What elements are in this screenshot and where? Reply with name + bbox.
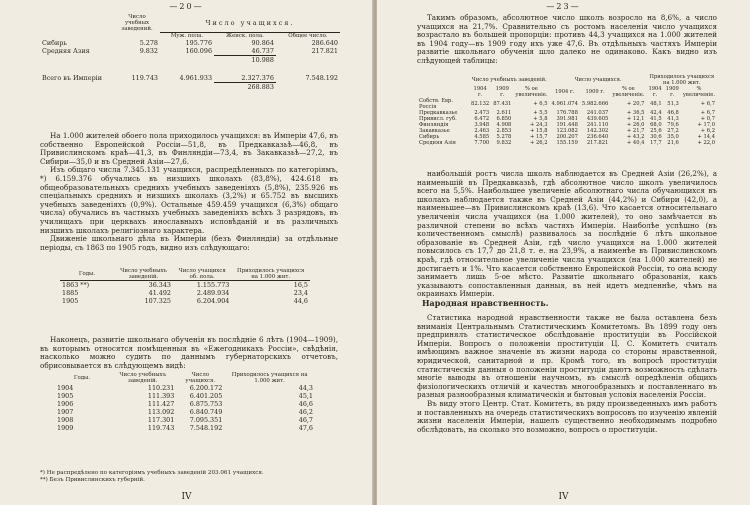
page-number: —20— — [169, 2, 204, 11]
row-label: Сибирь — [419, 134, 440, 140]
cell: 7.095.351 — [189, 416, 223, 424]
cell: 35,0 — [667, 134, 679, 140]
table-regional-growth — [417, 74, 717, 146]
table-row — [55, 392, 315, 400]
cell: + 5,8 — [533, 116, 548, 122]
cell: 4.961.933 — [179, 73, 213, 82]
paragraph: Изъ общаго числа 7.345.131 учащихся, распредѣленныхъ по категоріямъ, *) 6.159.376 обучались въ низшихъ школахъ (83,8%), 424.618 въ общеобразовательныхъ среднихъ учебныхъ заведеніяхъ (5,8%), 235.926 въ спеціальныхъ среднихъ и низшихъ школахъ (3,2%) и 65.752 въ высшихъ учебныхъ заведеніяхъ (0,9%). Остальные 459.459 учащихся (6,3%) общаго числа) обучались въ частныхъ учебныхъ заведеніяхъ всѣхъ 3 разрядовъ, въ училищахъ при церквахъ инославныхъ исповѣданій и въ различныхъ низшихъ школахъ религіознаго характера. — [40, 165, 338, 235]
cell: 2.463 — [474, 128, 490, 134]
cell: + 6,7 — [700, 101, 715, 107]
row-label: Средняя Азия — [42, 46, 90, 55]
cell: 82.132 — [471, 101, 490, 107]
row-label: Средняя Азія — [419, 140, 456, 146]
cell: 41.492 — [148, 289, 171, 297]
cell: 200.207 — [556, 134, 578, 140]
cell: 36.343 — [148, 281, 171, 289]
cell: 17,7 — [650, 140, 662, 146]
cell: 2.853 — [496, 128, 512, 134]
cell: 236.640 — [586, 134, 609, 140]
cell: 1.155.773 — [196, 281, 230, 289]
row-label: Всего въ Имперіи — [42, 73, 102, 82]
cell: 46,2 — [298, 408, 313, 416]
cell: 6.840.749 — [189, 408, 223, 416]
cell: 391.981 — [556, 116, 578, 122]
cell: 4.908 — [496, 122, 512, 128]
col-header: 1904 г. — [555, 89, 575, 95]
cell: 107.325 — [144, 297, 171, 305]
right-page — [377, 0, 750, 505]
cell: + 6,2 — [700, 128, 715, 134]
cell: 7.700 — [474, 140, 490, 146]
cell: 6.875.753 — [189, 400, 223, 408]
signature-mark: IV — [558, 492, 569, 502]
row-label: Сибирь — [42, 38, 67, 47]
row-label: Закавказье — [419, 128, 450, 134]
col-header: Женск. пола. — [214, 32, 276, 39]
section-heading: Народная нравственность. — [422, 298, 549, 308]
paragraph-block — [417, 14, 717, 66]
cell: 5.982.666 — [581, 101, 609, 107]
signature-mark: IV — [181, 492, 192, 502]
cell: + 12,1 — [626, 116, 645, 122]
cell: 6.401.205 — [189, 392, 223, 400]
cell: + 21,7 — [626, 128, 645, 134]
col-header: Число учащихся. — [185, 372, 216, 384]
subtotal: 10.988 — [214, 55, 276, 64]
paragraph: Наконецъ, развитіе школьнаго обученія въ послѣдніе 6 лѣтъ (1904—1909), въ которымъ относятся помѣщенныя въ «Ежегодникахъ Россіи», свѣдѣнія, насколько можно судить по даннымъ губернаторскихъ отчетовъ, обрисовывается въ слѣдующемъ видѣ: — [40, 335, 338, 370]
cell: 117.301 — [147, 416, 175, 424]
col-header: Приходилось учащихся на 1.000 жит. — [649, 74, 715, 86]
col-header: Годы. — [73, 375, 91, 381]
paragraph: Статистика народной нравственности также не была оставлена безъ вниманія Центральнымъ Статистическимъ Комитетомъ. Въ 1899 году онъ предпринялъ статистическое обслѣдованіе проституціи въ Россійской Имперіи. Вопросъ о положеніи проституціи Ц. С. Комитетъ считалъ имѣющимъ важное значеніе въ жизни народа со стороны нравственной, юридической, санитарной и пр. Кромѣ того, въ вопросѣ проституціи статистическія данныя о положеніи проституціи даютъ возможность сдѣлать многіе выводы въ отношеніи научномъ, въ смыслѣ опредѣленія общихъ физіологическихъ отличій и качествъ многообразныхъ и поставленнаго въ разныя разнообразныя климатическія и бытовыя условія населенія Россіи. — [417, 313, 717, 400]
col-header: Число учебныхъ заведеній. — [471, 77, 547, 83]
footnotes — [40, 470, 264, 483]
cell: 21,6 — [667, 140, 679, 146]
cell: 439.605 — [586, 116, 609, 122]
cell: 6.204.904 — [196, 297, 230, 305]
table-row — [40, 39, 340, 47]
cell: + 40,4 — [626, 140, 645, 146]
table-row — [55, 400, 315, 408]
paragraph-block — [40, 336, 338, 370]
cell: 48,1 — [650, 101, 662, 107]
cell: 195.776 — [185, 38, 213, 47]
col-header: Общее число. — [276, 32, 340, 39]
cell: 241.110 — [586, 122, 609, 128]
footnote: *) Не распредѣлено по категоріямъ учебныхъ заведеній 203.061 учащихся. — [40, 470, 264, 476]
cell: 110.231 — [147, 384, 175, 392]
cell: 160.096 — [185, 46, 213, 55]
cell: 1904 — [57, 384, 74, 392]
cell: + 15,7 — [529, 134, 548, 140]
col-header: % увеличеніе. — [682, 86, 715, 98]
col-header: Число учебныхъ заведеній. — [119, 372, 166, 384]
cell: 4.585 — [474, 134, 490, 140]
col-header: 1909 г. — [495, 86, 509, 98]
table-row — [60, 297, 310, 305]
cell: 6.200.172 — [189, 384, 223, 392]
cell: + 26,2 — [529, 140, 548, 146]
cell: 27,2 — [667, 128, 679, 134]
paragraph: Движеніе школьнаго дѣла въ Имперіи (безъ Финляндіи) за отдѣльные періоды, съ 1863 по 1905 годъ, видно изъ слѣдующаго: — [40, 234, 338, 252]
cell: 2.327.376 — [241, 73, 274, 82]
cell: 1907 — [57, 408, 74, 416]
col-header: 1909 г. — [585, 89, 605, 95]
cell: 217.821 — [586, 140, 609, 146]
table-years-2 — [55, 372, 315, 432]
col-header: Число учащихся об. пола. — [178, 268, 226, 280]
cell: 1863 **) — [62, 281, 90, 289]
table-row — [55, 384, 315, 392]
cell: 1909 — [57, 424, 74, 432]
paragraph: Въ виду этого Центр. Стат. Комитетъ, въ ряду произведенныхъ имъ работъ и поставленныхъ на очередь статистическихъ вопросовъ по изученію явленій жизни населенія Имперіи, нашелъ существенно необходимымъ подробно обслѣдовать, на сколько это возможно, вопросъ о проституціи. — [417, 398, 717, 434]
table-years-1 — [60, 268, 310, 305]
col-header: Число учащихся. — [205, 18, 295, 27]
cell: 2.611 — [496, 110, 512, 116]
cell: 90.864 — [251, 38, 274, 47]
cell: + 17,0 — [697, 122, 715, 128]
footnote: **) Безъ Привислинскихъ губерній. — [40, 476, 145, 483]
cell: 41,3 — [667, 116, 679, 122]
cell: 44,3 — [298, 384, 313, 392]
cell: 25,6 — [650, 128, 662, 134]
cell: 2.489.934 — [196, 289, 230, 297]
col-header: Приходилось учащихся на 1.000 жит. — [231, 372, 308, 384]
cell: 3.948 — [474, 122, 490, 128]
col-header: Годы. — [78, 271, 96, 277]
cell: + 22,0 — [697, 140, 715, 146]
cell: 46,7 — [298, 416, 313, 424]
cell: + 15,8 — [529, 128, 548, 134]
cell: 45,1 — [298, 392, 313, 400]
cell: + 0,7 — [700, 116, 715, 122]
table-row — [55, 424, 315, 432]
cell: 16,5 — [293, 281, 308, 289]
col-header: 1909 г. — [665, 86, 679, 98]
table-row — [60, 281, 310, 290]
col-header: % ое увеличеніе. — [612, 86, 645, 98]
cell: 46,8 — [667, 110, 679, 116]
cell: + 26,0 — [626, 122, 645, 128]
col-header: Приходилось учащихся на 1.000 жит. — [237, 268, 305, 280]
cell: 1906 — [57, 400, 74, 408]
cell: 68,0 — [650, 122, 662, 128]
cell: + 20,7 — [626, 101, 645, 107]
row-label: Финляндія — [419, 122, 449, 128]
cell: 1885 — [62, 289, 79, 297]
cell: 23,4 — [293, 289, 308, 297]
cell: 119.743 — [147, 424, 175, 432]
cell: 5.278 — [496, 134, 512, 140]
cell: 241.037 — [586, 110, 609, 116]
page-number: —23— — [546, 2, 581, 11]
cell: + 5,5 — [533, 110, 548, 116]
cell: + 36,5 — [626, 110, 645, 116]
cell: 1908 — [57, 416, 74, 424]
cell: 30,6 — [650, 134, 662, 140]
cell: 111.427 — [147, 400, 175, 408]
table-row — [417, 98, 717, 110]
col-header: 1904 г. — [648, 86, 662, 98]
col-header: Число учебных заведений. — [121, 14, 153, 32]
table-row — [55, 416, 315, 424]
table-row — [40, 74, 340, 83]
col-header: Число учебныхъ заведеній. — [120, 268, 167, 280]
cell: + 14,4 — [697, 134, 715, 140]
cell: 286.640 — [311, 38, 338, 47]
cell: 6.472 — [474, 116, 490, 122]
paragraph: наибольшій ростъ числа школъ наблюдается въ Средней Азіи (26,2%), а наименьшій въ Предкавказьѣ, гдѣ абсолютное число школъ увеличилось всего на 5,5%. Наибольшее увеличеніе абсолютнаго числа обучающихся въ школахъ наблюдается также въ Средней Азіи (44,2%) и Сибири (42,0), а наименьшее—въ Привислинскомъ краѣ (13,6). Что касается относительнаго увеличенія числа учащихся (на 1.000 жителей), то оно замѣчается въ различной степени во всѣхъ частяхъ Имперіи. Наиболѣе успѣшно (въ количественномъ смыслѣ) развивалось за послѣдніе 6 лѣтъ школьное образованіе въ Средней Азіи, гдѣ число учащихся на 1.000 жителей повысилось съ 17,7 до 21,8 т. е. на 23,9%, а наименѣе въ Привислинскомъ краѣ, гдѣ относительное увеличеніе числа учащихся (на 1.000 жителей) не достигаетъ и 1%. Что касается собственно Европейской Россіи, то она всюду занимаетъ лишь 5-ое мѣсто. Развитіе школьнаго образованія, какъ указываютъ сопоставленныя данныя, въ ней идетъ медленнѣе, чѣмъ на окраинахъ Имперіи. — [417, 169, 717, 299]
table-regions — [40, 14, 340, 91]
cell: 87.431 — [493, 101, 512, 107]
row-label: Привисл. губ. — [419, 116, 457, 122]
row-label: Предкавказье — [419, 110, 458, 116]
cell: + 6,7 — [700, 110, 715, 116]
paragraph-block — [40, 132, 338, 252]
paragraph-block — [417, 314, 717, 434]
cell: 176.788 — [556, 110, 578, 116]
cell: 9.832 — [496, 140, 512, 146]
col-header: 1904 г. — [473, 86, 487, 98]
cell: 1905 — [62, 297, 79, 305]
cell: 51,3 — [667, 101, 679, 107]
col-header: Число учащихся. — [574, 77, 622, 83]
cell: 142.302 — [586, 128, 609, 134]
cell: 79,6 — [667, 122, 679, 128]
subtotal: 268.883 — [214, 82, 276, 91]
cell: 7.548.192 — [305, 73, 338, 82]
cell: 123.082 — [556, 128, 578, 134]
cell: 1905 — [57, 392, 74, 400]
cell: 46,6 — [298, 400, 313, 408]
cell: 217.821 — [311, 46, 338, 55]
cell: 2.473 — [474, 110, 490, 116]
paragraph-block — [417, 170, 717, 299]
cell: 5.278 — [139, 38, 158, 47]
cell: + 6,5 — [533, 101, 548, 107]
cell: 47,6 — [298, 424, 313, 432]
cell: 41,5 — [650, 116, 662, 122]
col-header: % ое увеличеніе. — [515, 86, 548, 98]
table-row — [40, 47, 340, 56]
cell: 46.737 — [251, 46, 274, 55]
paragraph: На 1.000 жителей обоего пола приходилось учащихся: въ Имперіи 47,6, въ собственно Европейской Россіи—51,8, въ Предкавказьѣ—46,8, въ Привислинскомъ краѣ—41,3, въ Финляндіи—73,4, въ Закавказьѣ—27,2, въ Сибири—35,0 и въ Средней Азіи—27,6. — [40, 131, 338, 166]
cell: 9.832 — [139, 46, 158, 55]
cell: + 24,3 — [529, 122, 548, 128]
table-row — [417, 140, 717, 146]
cell: 6.850 — [496, 116, 512, 122]
cell: 4.961.074 — [551, 101, 578, 107]
cell: 111.393 — [147, 392, 175, 400]
cell: 42,4 — [650, 110, 662, 116]
table-row — [60, 289, 310, 297]
col-header: Муж. пола. — [160, 32, 214, 39]
cell: 191.448 — [556, 122, 578, 128]
cell: 155.159 — [556, 140, 578, 146]
cell: 113.092 — [147, 408, 175, 416]
left-page — [0, 0, 373, 505]
row-label: Собств. Евр. Россія — [419, 98, 453, 110]
cell: 7.548.192 — [189, 424, 223, 432]
cell: + 43,2 — [626, 134, 645, 140]
paragraph: Такимъ образомъ, абсолютное число школъ возросло на 8,6%, а число учащихся на 21,7%. Сравнительно съ ростомъ населенія число учащихся возрастало въ большей пропорціи: противъ 44,3 учащихся на 1.000 жителей въ 1904 году—въ 1909 году ихъ уже 47,6. Въ отдѣльныхъ частяхъ Имперіи развитіе школьнаго обученія шло далеко не одинаково. Какъ видно изъ слѣдующей таблицы: — [417, 13, 717, 65]
cell: 44,6 — [293, 297, 308, 305]
cell: 119.743 — [131, 73, 158, 82]
table-row — [55, 408, 315, 416]
